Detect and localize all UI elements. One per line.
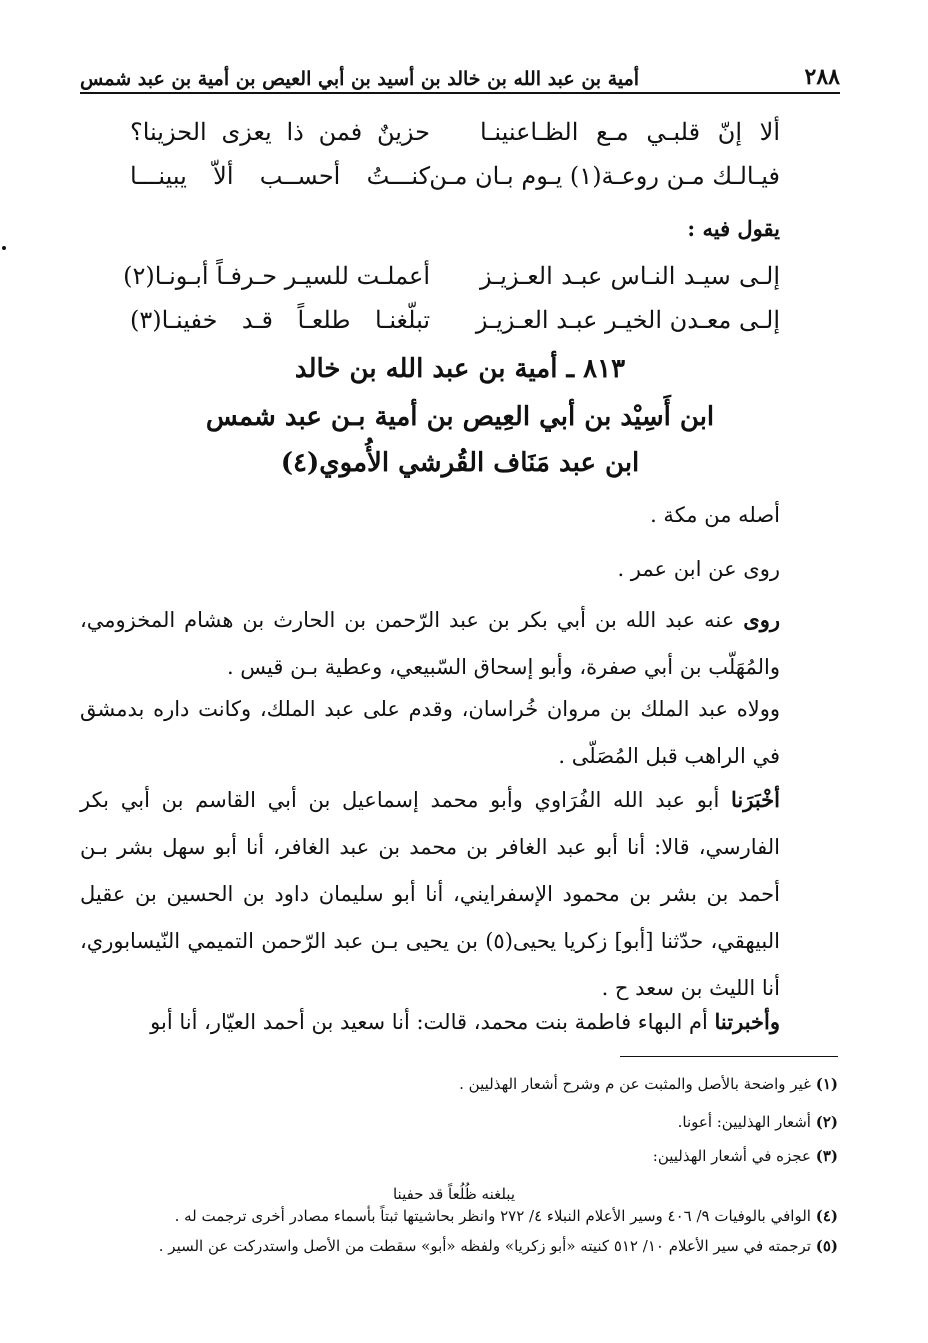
footnote-number: (٣) xyxy=(815,1147,838,1165)
verse-first-hemistich: إلـى معـدن الخيـر عبـد العـزيـز xyxy=(475,306,780,334)
poem1-verse-1 xyxy=(130,118,780,146)
verse-second-hemistich: كنـــتُ أحســب ألاّ يبينـــا xyxy=(130,162,430,190)
verse-second-hemistich: أعملـت للسيـر حـرفـاً أبـونـا(٢) xyxy=(123,262,430,290)
footnote-text: الوافي بالوفيات ٩/ ٤٠٦ وسير الأعلام النبلاء ٤/ ٢٧٢ وانظر بحاشيتها ثبتاً بأسماء مصادر أخرى ترجمت له . xyxy=(174,1207,811,1225)
says-about-him: يقول فيه : xyxy=(687,216,780,241)
footnote-text: ترجمته في سير الأعلام ١٠/ ٥١٢ كنيته «أبو زكريا» ولفظه «أبو» سقطت من الأصل واستدركت عن السير . xyxy=(158,1237,811,1255)
footnote-text: أشعار الهذليين: أعونا. xyxy=(677,1113,811,1131)
footnote-text: عجزه في أشعار الهذليين: xyxy=(652,1147,811,1165)
header-rule xyxy=(80,92,840,94)
footnote-5 xyxy=(70,1237,838,1255)
poem2-verse-1 xyxy=(123,262,780,290)
paragraph-body: أم البهاء فاطمة بنت محمد، قالت: أنا سعيد بن أحمد العيّار، أنا أبو xyxy=(150,1010,715,1034)
verse-first-hemistich: ألا إنّ قلبـي مـع الظـاعنينـا xyxy=(480,118,780,146)
verse-second-hemistich: حزينٌ فمن ذا يعزى الحزينا؟ xyxy=(130,118,430,146)
paragraph-body: عنه عبد الله بن أبي بكر بن عبد الرّحمن بن الحارث بن هشام المخزومي، والمُهَلّب بن أبي صفرة، وأبو إسحاق السّبيعي، وعطية بـن قيس . xyxy=(80,608,780,679)
footnote-3-verse: يبلغنه ظُلُعاً قد حفينا xyxy=(392,1185,515,1203)
verse-second-hemistich: تبلّغنـا طلعـاً قـد خفينـا(٣) xyxy=(130,306,430,334)
verse-first-hemistich: فيـالـك مـن روعـة(١) يـوم بـان مـن xyxy=(429,162,780,190)
footnote-4 xyxy=(70,1207,838,1225)
margin-dot xyxy=(2,246,6,250)
footnote-text: غير واضحة بالأصل والمثبت عن م وشرح أشعار الهذليين . xyxy=(459,1075,811,1093)
paragraph-narrated-from: روى عن ابن عمر . xyxy=(617,557,780,581)
entry-title-line-1: ٨١٣ ـ أمية بن عبد الله بن خالد xyxy=(294,354,626,384)
footnote-3 xyxy=(70,1147,838,1165)
poem1-verse-2 xyxy=(130,162,780,190)
footnote-number: (٢) xyxy=(815,1113,838,1131)
paragraph-isnad-1 xyxy=(80,776,780,1012)
paragraph-lead-word: وأخبرتنا xyxy=(714,1009,780,1034)
paragraph-body: أبو عبد الله الفُرَاوي وأبو محمد إسماعيل بن أبي القاسم بن أبي بكر الفارسي، قالا: أنا أبو عبد الغافر بن محمد بن عبد الغافر، أنا أبو سهل بشر بـن أحمد بن بشر بن محمود الإسفرايني، أنا أبو سليمان داود بن الحسين بن عقيل البيهقي، حدّثنا [أبو] زكريا يحيى(٥) بن يحيى بـن عبد الرّحمن التميمي النّيسابوري، أنا الليث بن سعد ح . xyxy=(80,788,780,1000)
paragraph-lead-word: أخْبَرَنا xyxy=(731,787,780,812)
page-header xyxy=(80,54,840,90)
running-title: أمية بن عبد الله بن خالد بن أسيد بن أبي العيص بن أمية بن عبد شمس xyxy=(80,68,640,90)
footnote-rule xyxy=(620,1056,838,1057)
paragraph-narrated-by xyxy=(80,596,780,691)
entry-title-line-2: ابن أَسِيْد بن أبي العِيص بن أمية بـن عبد شمس xyxy=(205,402,715,432)
entry-title-line-3: ابن عبد مَنَاف القُرشي الأُموي(٤) xyxy=(280,448,640,478)
poem2-verse-2 xyxy=(130,306,780,334)
footnote-1 xyxy=(70,1075,838,1093)
footnote-number: (١) xyxy=(815,1075,838,1093)
verse-first-hemistich: إلـى سيـد النـاس عبـد العـزيـز xyxy=(480,262,780,290)
paragraph-isnad-2 xyxy=(80,998,780,1046)
paragraph-origin: أصله من مكة . xyxy=(650,503,780,527)
footnote-2 xyxy=(70,1113,838,1131)
footnote-number: (٤) xyxy=(815,1207,838,1225)
footnote-number: (٥) xyxy=(815,1237,838,1255)
paragraph-governorship: وولاه عبد الملك بن مروان خُراسان، وقدم على عبد الملك، وكانت داره بدمشق في الراهب قبل المُصَلّى . xyxy=(80,697,780,768)
paragraph-lead-word: روى xyxy=(743,607,780,632)
page-number: ٢٨٨ xyxy=(804,64,840,90)
